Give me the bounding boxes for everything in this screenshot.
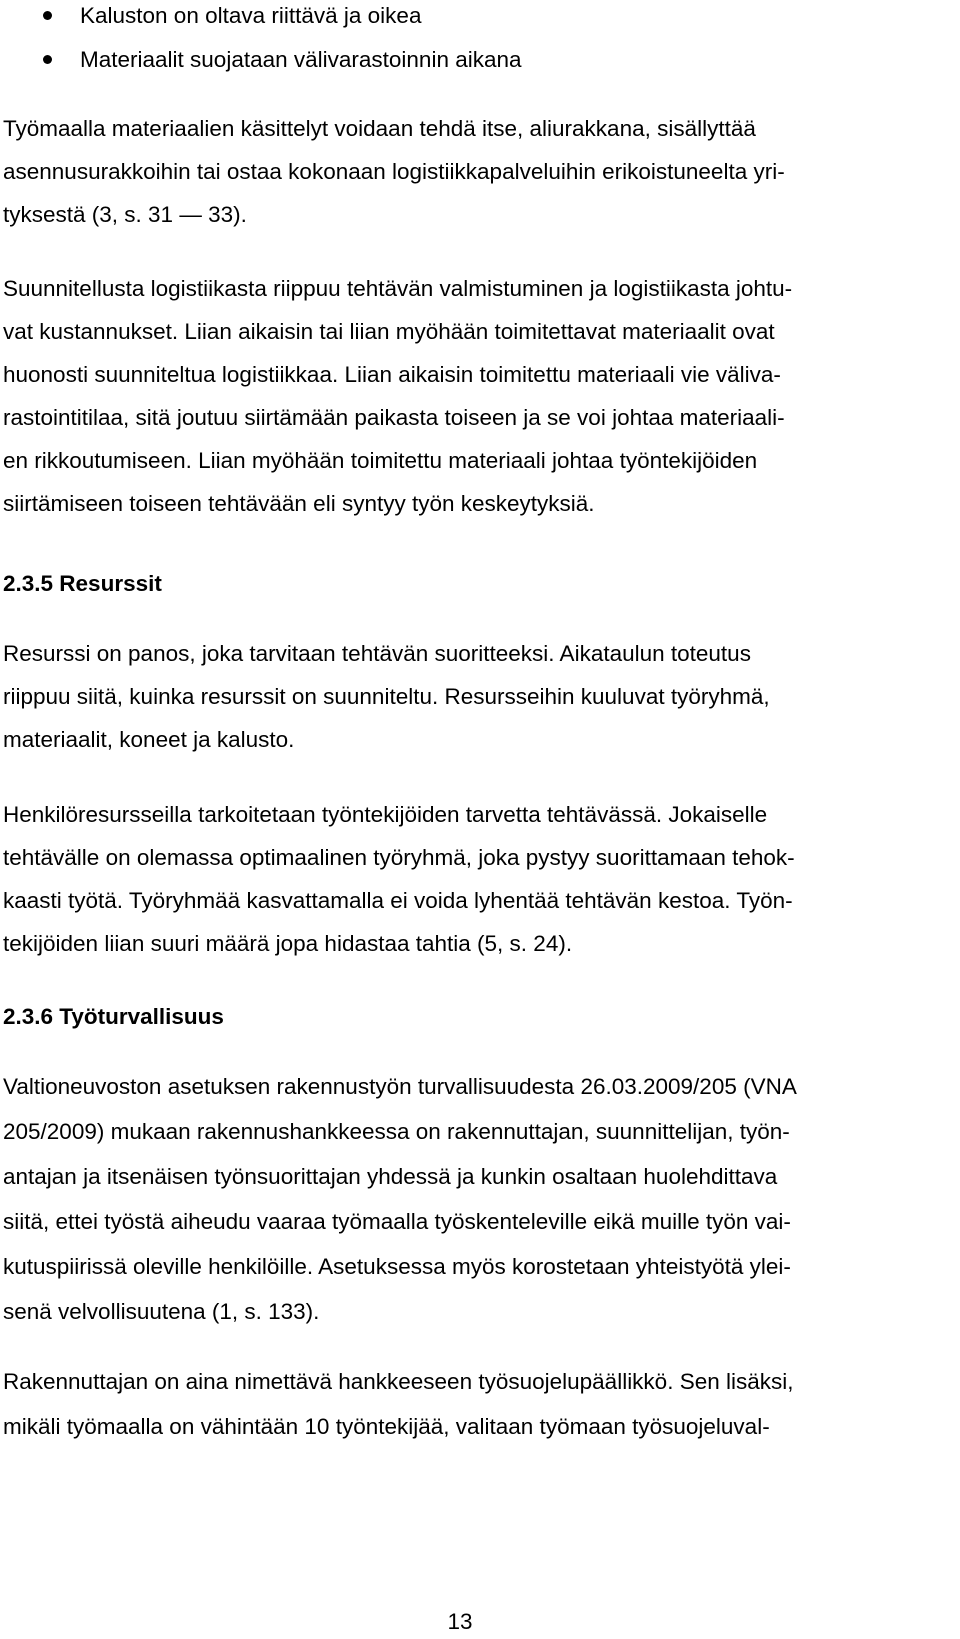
paragraph-safety-manager: Rakennuttajan on aina nimettävä hankkeeseen työsuojelupäällikkö. Sen lisäksi, mikäli työmaalla on vähintään 10 työntekijää, valitaan työmaan työsuojeluval- <box>3 1369 794 1439</box>
bullet-text: Materiaalit suojataan välivarastoinnin aikana <box>80 47 522 72</box>
paragraph-human-resources: Henkilöresursseilla tarkoitetaan työntekijöiden tarvetta tehtävässä. Jokaiselle tehtävälle on olemassa optimaalinen työryhmä, joka pystyy suorittamaan tehok- kaasti työtä. Työryhmää kasvattamalla ei voida lyhentää tehtävän kestoa. Työn- tekijöiden liian suuri määrä jopa hidastaa tahtia (5, s. 24). <box>3 802 795 956</box>
bullet-icon <box>43 55 52 64</box>
paragraph-material-handling: Työmaalla materiaalien käsittelyt voidaan tehdä itse, aliurakkana, sisällyttää asennusurakkoihin tai ostaa kokonaan logistiikkapalveluihin erikoistuneelta yri- tyksestä (3, s. 31 — 33). <box>3 116 785 227</box>
bullet-text: Kaluston on oltava riittävä ja oikea <box>80 3 422 28</box>
page-number: 13 <box>447 1609 473 1634</box>
paragraph-logistics: Suunnitellusta logistiikasta riippuu tehtävän valmistuminen ja logistiikasta johtu- vat kustannukset. Liian aikaisin tai liian myöhään toimitettavat materiaalit ovat huonosti suunniteltua logistiikkaa. Liian aikaisin toimitettu materiaali vie väliva- rastointitilaa, sitä joutuu siirtämään paikasta toiseen ja se voi johtaa materiaali- en rikkoutumiseen. Liian myöhään toimitettu materiaali johtaa työntekijöiden siirtämiseen toiseen tehtävään eli syntyy työn keskeytyksiä. <box>3 276 793 516</box>
paragraph-safety-regulation: Valtioneuvoston asetuksen rakennustyön turvallisuudesta 26.03.2009/205 (VNA 205/2009) mukaan rakennushankkeessa on rakennuttajan, suunnittelijan, työn- antajan ja itsenäisen työnsuorittajan yhdessä ja kunkin osaltaan huolehdittava siitä, ettei työstä aiheudu vaaraa työmaalla työskenteleville eikä muille työn vai- kutuspiirissä oleville henkilöille. Asetuksessa myös korostetaan yhteistyötä ylei- senä velvollisuutena (1, s. 133). <box>3 1074 797 1324</box>
paragraph-resources: Resurssi on panos, joka tarvitaan tehtävän suoritteeksi. Aikataulun toteutus riippuu siitä, kuinka resurssit on suunniteltu. Resursseihin kuuluvat työryhmä, materiaalit, koneet ja kalusto. <box>3 641 770 752</box>
bullet-item <box>0 0 960 44</box>
bullet-item <box>0 44 960 88</box>
section-heading-resources: 2.3.5 Resurssit <box>3 571 162 596</box>
bullet-icon <box>43 11 52 20</box>
bullet-list <box>0 0 960 88</box>
section-heading-safety: 2.3.6 Työturvallisuus <box>3 1004 224 1029</box>
